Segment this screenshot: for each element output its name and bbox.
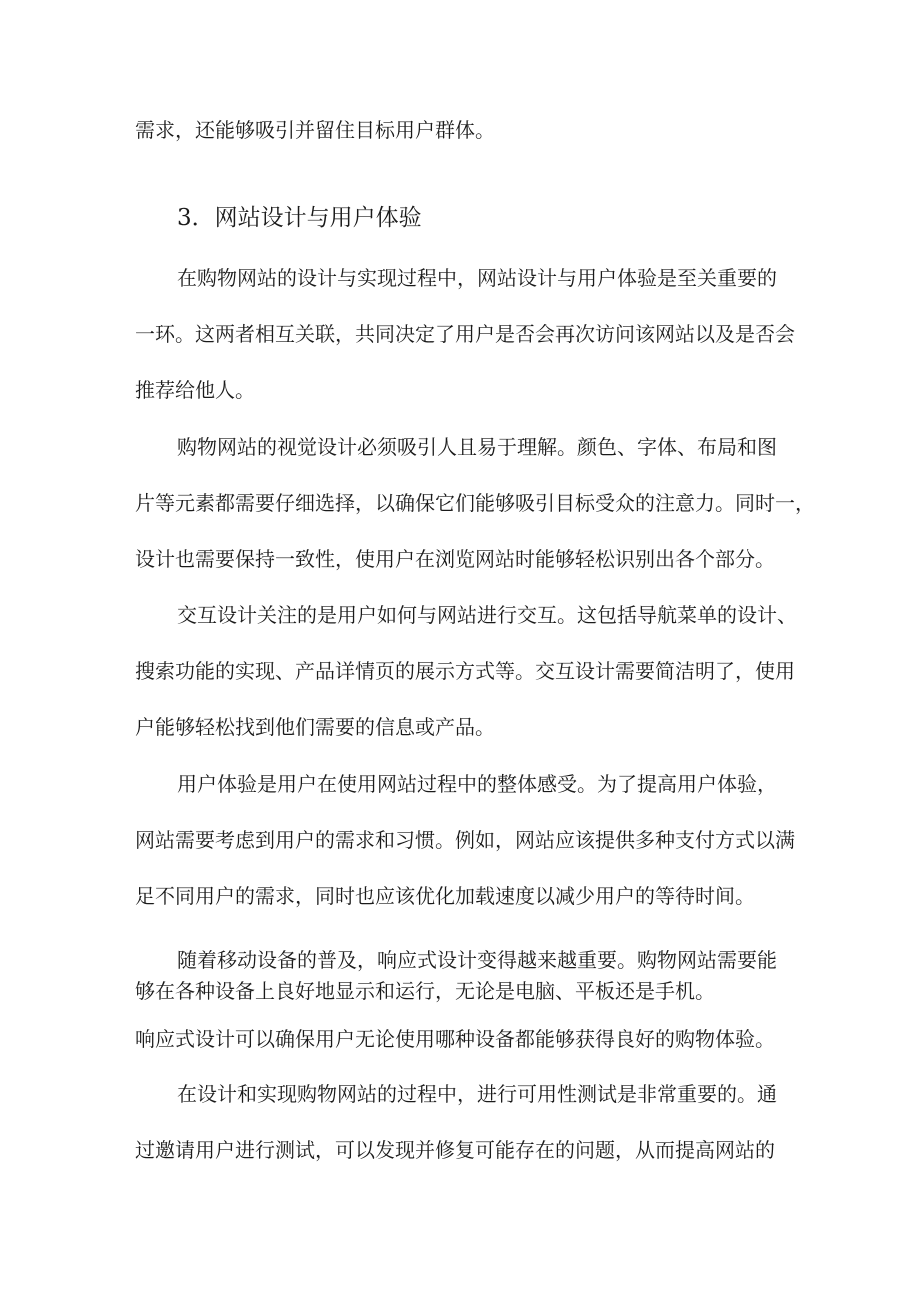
paragraph-3-line-1: 交互设计关注的是用户如何与网站进行交互。这包括导航菜单的设计、 <box>177 603 797 627</box>
paragraph-3-line-2: 搜索功能的实现、产品详情页的展示方式等。交互设计需要简洁明了，使用 <box>135 659 795 683</box>
paragraph-4-line-3: 足不同用户的需求，同时也应该优化加载速度以减少用户的等待时间。 <box>135 884 755 908</box>
paragraph-2-line-1: 购物网站的视觉设计必须吸引人且易于理解。颜色、字体、布局和图 <box>177 435 777 459</box>
paragraph-6-line-2: 过邀请用户进行测试，可以发现并修复可能存在的问题，从而提高网站的 <box>135 1138 775 1162</box>
paragraph-2-line-2: 片等元素都需要仔细选择，以确保它们能够吸引目标受众的注意力。同时一， <box>135 491 815 515</box>
paragraph-4-line-1: 用户体验是用户在使用网站过程中的整体感受。为了提高用户体验， <box>177 772 777 796</box>
paragraph-2-line-3: 设计也需要保持一致性，使用户在浏览网站时能够轻松识别出各个部分。 <box>135 547 775 571</box>
paragraph-4-line-2: 网站需要考虑到用户的需求和习惯。例如，网站应该提供多种支付方式以满 <box>135 828 795 852</box>
section-heading: 3．网站设计与用户体验 <box>177 205 422 231</box>
paragraph-1-line-3: 推荐给他人。 <box>135 378 255 402</box>
paragraph-1-line-1: 在购物网站的设计与实现过程中，网站设计与用户体验是至关重要的 <box>177 266 777 290</box>
continuation-line: 需求，还能够吸引并留住目标用户群体。 <box>135 118 495 142</box>
paragraph-3-line-3: 户能够轻松找到他们需要的信息或产品。 <box>135 715 495 739</box>
paragraph-5-line-3: 响应式设计可以确保用户无论使用哪种设备都能够获得良好的购物体验。 <box>135 1027 775 1051</box>
paragraph-1-line-2: 一环。这两者相互关联，共同决定了用户是否会再次访问该网站以及是否会 <box>135 322 795 346</box>
paragraph-5-line-2: 够在各种设备上良好地显示和运行，无论是电脑、平板还是手机。 <box>135 979 715 1003</box>
paragraph-5-line-1: 随着移动设备的普及，响应式设计变得越来越重要。购物网站需要能 <box>177 948 777 972</box>
paragraph-6-line-1: 在设计和实现购物网站的过程中，进行可用性测试是非常重要的。通 <box>177 1082 777 1106</box>
